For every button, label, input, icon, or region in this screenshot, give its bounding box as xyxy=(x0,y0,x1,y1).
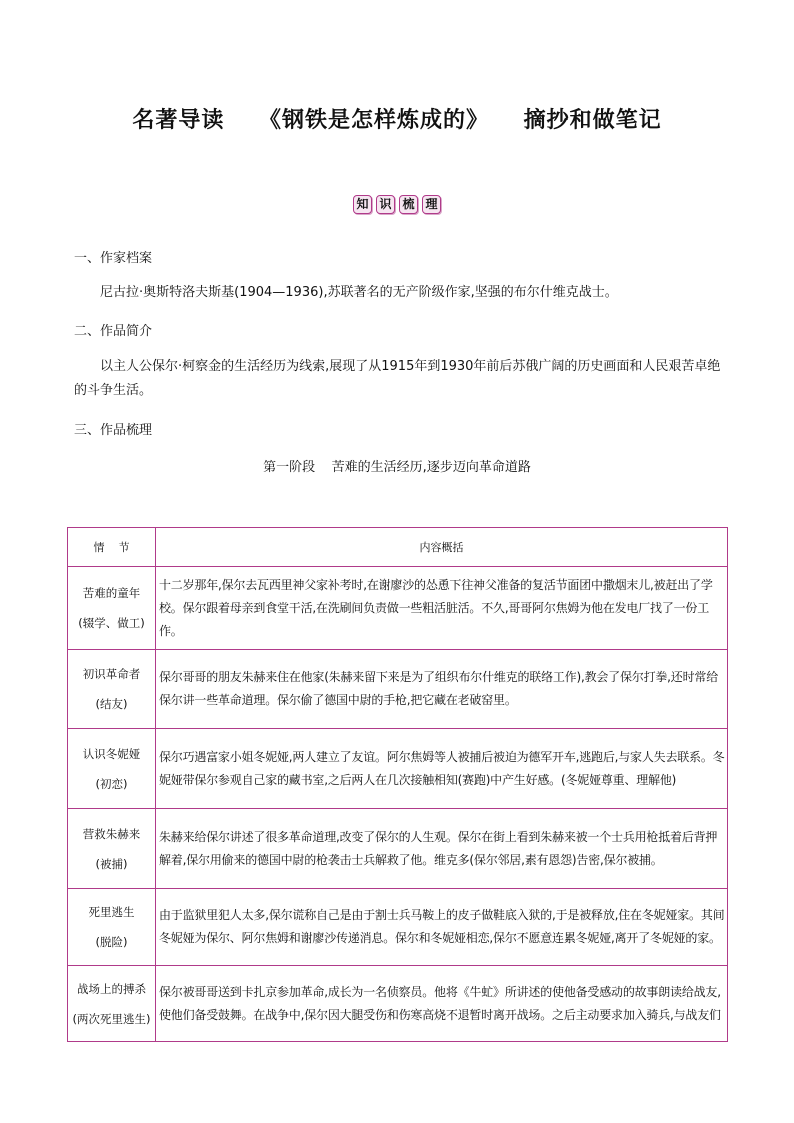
content-cell: 保尔巧遇富家小姐冬妮娅,两人建立了友谊。阿尔焦姆等人被捕后被迫为德军开车,逃跑后,与家人失去联系。冬妮娅带保尔参观自己家的藏书室,之后两人在几次接触相知(赛跑)中产生好感。(冬妮娅尊重、理解他) xyxy=(156,729,728,809)
content-cell: 保尔被哥哥送到卡扎京参加革命,成长为一名侦察员。他将《牛虻》所讲述的使他备受感动的故事朗读给战友,使他们备受鼓舞。在战争中,保尔因大腿受伤和伤寒高烧不退暂时离开战场。之后主动要求加入骑兵,与战友们 xyxy=(156,966,728,1042)
plot-title: 苦难的童年 xyxy=(82,586,141,600)
plot-subtitle: (被捕) xyxy=(95,856,128,871)
badge-char: 知 xyxy=(353,195,372,214)
page-title: 名著导读 《钢铁是怎样炼成的》 摘抄和做笔记 xyxy=(132,107,662,133)
intro-heading: 二、作品简介 xyxy=(74,324,153,339)
author-heading: 一、作家档案 xyxy=(74,251,153,266)
stage-title: 第一阶段 苦难的生活经历,逐步迈向革命道路 xyxy=(263,460,531,475)
table-header-row xyxy=(68,528,728,567)
content-cell: 朱赫来给保尔讲述了很多革命道理,改变了保尔的人生观。保尔在街上看到朱赫来被一个士兵用枪抵着后背押解着,保尔用偷来的德国中尉的枪袭击士兵解救了他。维克多(保尔邻居,素有恩怨)告密,保尔被捕。 xyxy=(156,809,728,889)
content-cell: 保尔哥哥的朋友朱赫来住在他家(朱赫来留下来是为了组织布尔什维克的联络工作),教会了保尔打拳,还时常给保尔讲一些革命道理。保尔偷了德国中尉的手枪,把它藏在老破窑里。 xyxy=(156,650,728,729)
plot-cell xyxy=(68,650,156,729)
plot-title: 认识冬妮娅 xyxy=(82,746,141,761)
outline-heading: 三、作品梳理 xyxy=(74,423,153,438)
table-row xyxy=(68,567,728,650)
plot-subtitle: (脱险) xyxy=(95,935,128,949)
plot-subtitle: (辍学、做工) xyxy=(78,616,145,630)
section-badge-group xyxy=(0,195,794,214)
author-text: 尼古拉·奥斯特洛夫斯基(1904—1936),苏联著名的无产阶级作家,坚强的布尔什维克战士。 xyxy=(100,285,618,300)
header-content: 内容概括 xyxy=(156,528,728,567)
plot-subtitle: (初恋) xyxy=(95,776,128,791)
badge-char: 理 xyxy=(422,195,441,214)
intro-text: 以主人公保尔·柯察金的生活经历为线索,展现了从1915年到1930年前后苏俄广阔的历史画面和人民艰苦卓绝的斗争生活。 xyxy=(74,359,721,398)
plot-cell xyxy=(68,729,156,809)
table-row xyxy=(68,809,728,889)
plot-cell xyxy=(68,889,156,966)
plot-title: 初识革命者 xyxy=(82,667,141,681)
table-row xyxy=(68,729,728,809)
plot-subtitle: (两次死里逃生) xyxy=(72,1011,151,1026)
plot-title: 死里逃生 xyxy=(88,905,135,919)
badge-char: 识 xyxy=(376,195,395,214)
plot-cell xyxy=(68,966,156,1042)
plot-summary-table xyxy=(67,527,728,1042)
header-plot: 情 节 xyxy=(68,528,156,567)
plot-cell xyxy=(68,809,156,889)
content-cell: 十二岁那年,保尔去瓦西里神父家补考时,在谢廖沙的怂恿下往神父准备的复活节面团中撒烟末儿,被赶出了学校。保尔跟着母亲到食堂干活,在洗刷间负责做一些粗活脏活。不久,哥哥阿尔焦姆为他在发电厂找了一份工作。 xyxy=(156,567,728,650)
table-row xyxy=(68,966,728,1042)
badge-char: 梳 xyxy=(399,195,418,214)
plot-title: 营救朱赫来 xyxy=(82,826,141,841)
plot-title: 战场上的搏杀 xyxy=(77,981,146,996)
plot-subtitle: (结友) xyxy=(95,697,128,711)
table-row xyxy=(68,650,728,729)
content-cell: 由于监狱里犯人太多,保尔谎称自己是由于割士兵马鞍上的皮子做鞋底入狱的,于是被释放,住在冬妮娅家。其间冬妮娅为保尔、阿尔焦姆和谢廖沙传递消息。保尔和冬妮娅相恋,保尔不愿意连累冬妮娅,离开了冬妮娅的家。 xyxy=(156,889,728,966)
table-row xyxy=(68,889,728,966)
plot-cell xyxy=(68,567,156,650)
